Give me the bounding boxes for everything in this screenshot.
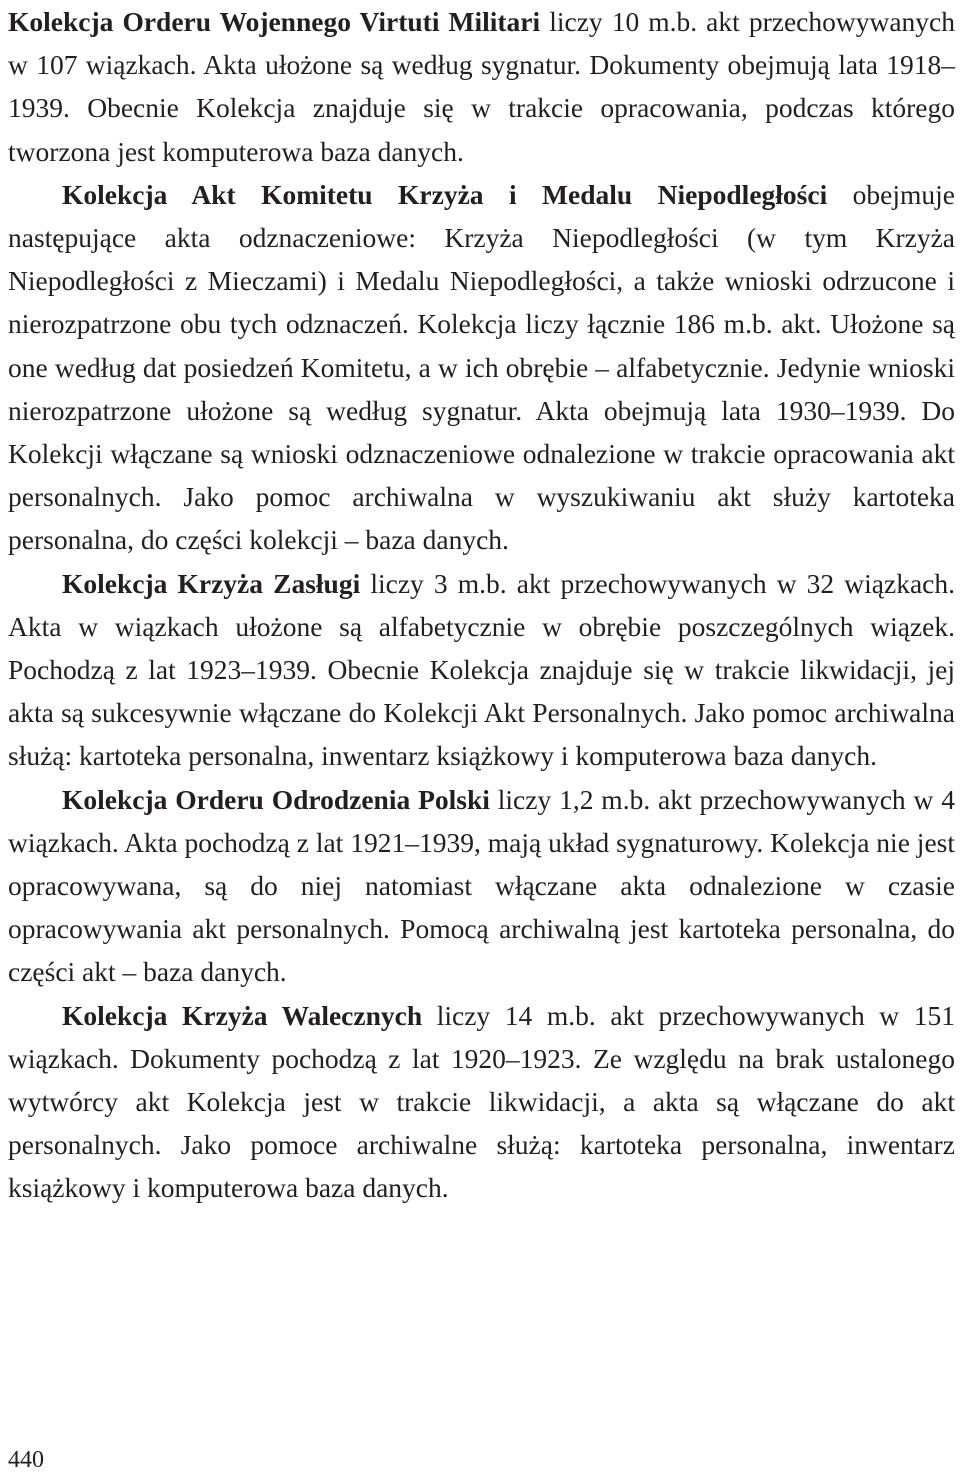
paragraph-lead: Kolekcja Akt Komitetu Krzyża i Medalu Niepodległości [62, 178, 828, 210]
paragraph-text: liczy 1,2 m.b. akt przechowywanych w 4 wiązkach. Akta pochodzą z lat 1921–1939, mają układ sygnaturowy. Kolekcja nie jest opracowywana, są do niej natomiast włączane akta odnalezione w czasie opracowywania akt personalnych. Pomocą archiwalną jest kartoteka personalna, do części akt – baza danych. [8, 783, 955, 988]
paragraph-krzyz-medal-niepodleglosci [8, 173, 955, 562]
paragraph-lead: Kolekcja Krzyża Zasługi [62, 567, 361, 599]
page-body [8, 0, 955, 1210]
paragraph-text: obejmuje następujące akta odznaczeniowe: Krzyża Niepodległości (w tym Krzyża Niepodległości z Mieczami) i Medalu Niepodległości, a także wnioski odrzucone i nierozpatrzone obu tych odznaczeń. Kolekcja liczy łącznie 186 m.b. akt. Ułożone są one według dat posiedzeń Komitetu, a w ich obrębie – alfabetycznie. Jedynie wnioski nierozpatrzone ułożone są według sygnatur. Akta obejmują lata 1930–1939. Do Kolekcji włączane są wnioski odznaczeniowe odnalezione w trakcie opracowania akt personalnych. Jako pomoc archiwalna w wyszukiwaniu akt służy kartoteka personalna, do części kolekcji – baza danych. [8, 178, 955, 556]
paragraph-virtuti-militari [8, 0, 955, 173]
paragraph-lead: Kolekcja Orderu Odrodzenia Polski [62, 783, 490, 815]
page-number: 440 [8, 1447, 44, 1473]
paragraph-krzyz-walecznych [8, 994, 955, 1210]
paragraph-krzyz-zaslugi [8, 562, 955, 778]
paragraph-text: liczy 10 m.b. akt przechowywanych w 107 wiązkach. Akta ułożone są według sygnatur. Dokumenty obejmują lata 1918–1939. Obecnie Kolekcja znajduje się w trakcie opracowania, podczas którego tworzona jest komputerowa baza danych. [8, 6, 955, 167]
paragraph-text: liczy 14 m.b. akt przechowywanych w 151 wiązkach. Dokumenty pochodzą z lat 1920–1923. Ze względu na brak ustalonego wytwórcy akt Kolekcja jest w trakcie likwidacji, a akta są włączane do akt personalnych. Jako pomoce archiwalne służą: kartoteka personalna, inwentarz książkowy i komputerowa baza danych. [8, 999, 955, 1204]
paragraph-order-odrodzenia-polski [8, 778, 955, 994]
paragraph-lead: Kolekcja Krzyża Walecznych [62, 999, 423, 1031]
paragraph-lead: Kolekcja Orderu Wojennego Virtuti Militari [8, 6, 541, 37]
paragraph-text: liczy 3 m.b. akt przechowywanych w 32 wiązkach. Akta w wiązkach ułożone są alfabetycznie w obrębie poszczególnych wiązek. Pochodzą z lat 1923–1939. Obecnie Kolekcja znajduje się w trakcie likwidacji, jej akta są sukcesywnie włączane do Kolekcji Akt Personalnych. Jako pomoc archiwalna służą: kartoteka personalna, inwentarz książkowy i komputerowa baza danych. [8, 567, 955, 772]
